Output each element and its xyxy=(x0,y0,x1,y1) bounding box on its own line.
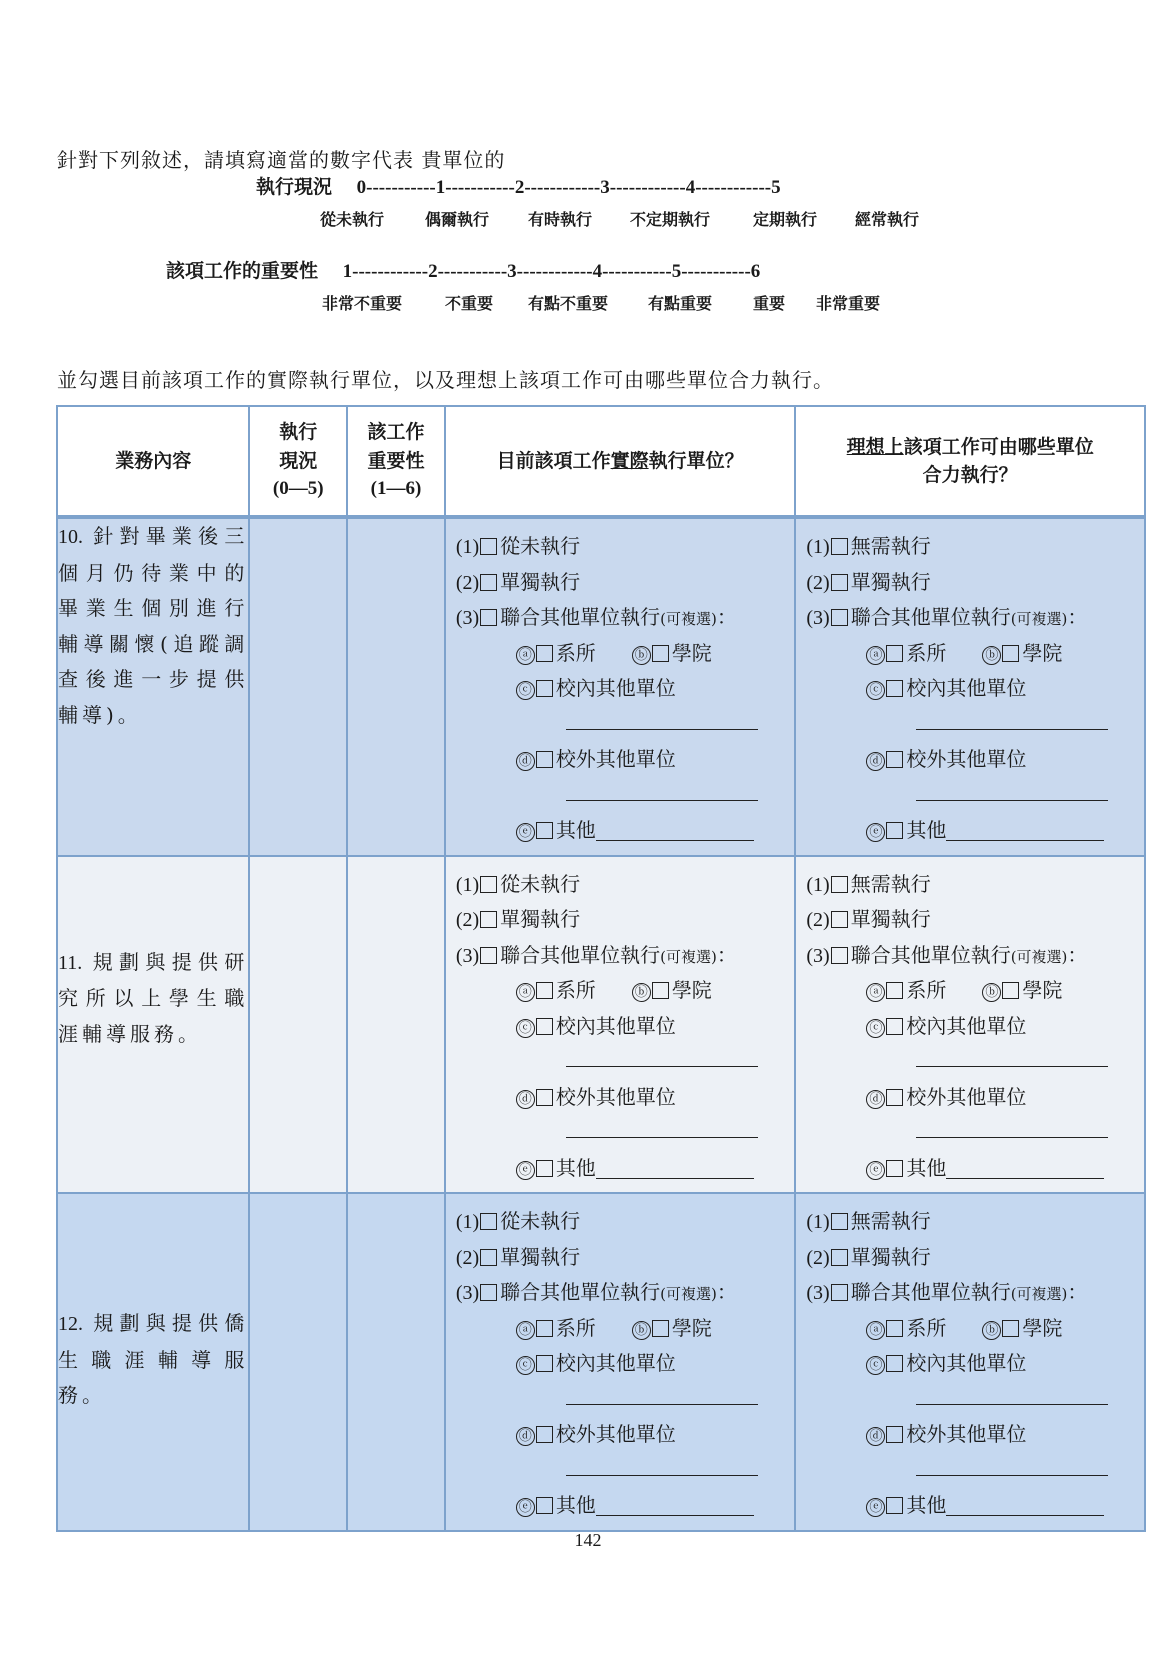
sub-option-c-blank[interactable] xyxy=(806,707,1138,743)
option-label: 單獨執行 xyxy=(850,907,931,931)
checkbox-icon[interactable] xyxy=(536,1089,553,1106)
option-label: 學院 xyxy=(1022,978,1063,1002)
sub-option-e xyxy=(806,1488,1138,1524)
option-label: 系所 xyxy=(555,978,596,1002)
option-label: ⓒ xyxy=(866,1356,885,1375)
option-label: 從未執行 xyxy=(500,534,581,558)
option-2 xyxy=(806,1240,1138,1276)
checkbox-icon[interactable] xyxy=(536,1160,553,1177)
table-header-row xyxy=(57,406,1145,517)
option-label: 校內其他單位 xyxy=(555,1013,676,1038)
other-blank[interactable] xyxy=(596,1515,754,1516)
option-label: 單獨執行 xyxy=(500,569,581,594)
checkbox-icon[interactable] xyxy=(1002,1320,1019,1337)
option-label: 其他 xyxy=(906,1155,947,1180)
option-label: (1) xyxy=(455,536,480,558)
sub-option-d-blank[interactable] xyxy=(456,1453,789,1489)
sub-option-e xyxy=(806,1151,1138,1187)
option-label: 無需執行 xyxy=(850,1209,931,1233)
option-1 xyxy=(456,867,789,903)
option-label: (可複選) xyxy=(1010,947,1068,966)
option-label: 系所 xyxy=(906,978,947,1002)
option-label: ⓓ xyxy=(866,1427,885,1446)
option-label: 校外其他單位 xyxy=(906,1084,1027,1109)
other-blank[interactable] xyxy=(946,1178,1104,1179)
checkbox-icon[interactable] xyxy=(831,911,848,928)
checkbox-icon[interactable] xyxy=(536,680,553,697)
option-1 xyxy=(806,1204,1138,1240)
header-exec-status: 執行 現況 (0—5) xyxy=(249,406,347,517)
item-description: 11. 規劃與提供研究所以上學生職涯輔導服務。 xyxy=(57,856,249,1194)
option-label: ⓒ xyxy=(516,1356,535,1375)
checkbox-icon[interactable] xyxy=(536,645,553,662)
sub-option-d xyxy=(806,742,1138,778)
sub-option-d xyxy=(806,1417,1138,1453)
sub-option-c xyxy=(456,1009,789,1045)
option-label: 校外其他單位 xyxy=(555,1422,676,1446)
option-label: ： xyxy=(716,1280,737,1304)
option-label: 聯合其他單位執行 xyxy=(850,1280,1011,1304)
checkbox-icon[interactable] xyxy=(886,1018,903,1035)
exec-label-5: 經常執行 xyxy=(855,210,920,229)
option-label: 學院 xyxy=(671,640,712,665)
checkbox-icon[interactable] xyxy=(480,1213,497,1230)
option-label: 聯合其他單位執行 xyxy=(850,942,1011,967)
checkbox-icon[interactable] xyxy=(831,947,848,964)
option-1 xyxy=(806,529,1138,565)
option-label: ⓔ xyxy=(866,823,885,842)
sub-option-d xyxy=(456,1080,789,1116)
checkbox-icon[interactable] xyxy=(480,609,497,626)
option-label: ⓑ xyxy=(982,1321,1001,1340)
other-blank[interactable] xyxy=(596,840,754,841)
option-label: ⓒ xyxy=(516,1019,535,1038)
checkbox-icon[interactable] xyxy=(536,1018,553,1035)
sub-option-d xyxy=(456,1417,789,1453)
sub-option-d xyxy=(806,1080,1138,1116)
checkbox-icon[interactable] xyxy=(536,1497,553,1514)
option-label: ： xyxy=(716,942,737,967)
option-label: (2) xyxy=(806,1246,830,1269)
option-label: ⓐ xyxy=(866,646,885,665)
importance-scale xyxy=(166,256,760,283)
current-unit-options xyxy=(445,856,796,1194)
option-label: (可複選) xyxy=(1010,1285,1068,1303)
option-label: 其他 xyxy=(906,1493,947,1517)
checkbox-icon[interactable] xyxy=(1002,645,1019,662)
checkbox-icon[interactable] xyxy=(652,982,669,999)
sub-option-c xyxy=(456,1346,789,1382)
option-2 xyxy=(806,902,1138,938)
option-label: 從未執行 xyxy=(500,871,581,896)
table-row xyxy=(57,517,1145,856)
sub-option-ab xyxy=(456,973,789,1009)
checkbox-icon[interactable] xyxy=(536,1355,553,1372)
option-1 xyxy=(456,1204,789,1240)
exec-label-3: 不定期執行 xyxy=(630,210,711,229)
option-label: ⓔ xyxy=(516,1161,535,1180)
option-label: (2) xyxy=(806,909,830,931)
option-label: (2) xyxy=(455,909,480,931)
option-label: ⓓ xyxy=(866,752,885,771)
option-label: ⓑ xyxy=(632,983,651,1002)
option-label: (1) xyxy=(806,873,830,896)
option-label: 聯合其他單位執行 xyxy=(500,942,661,967)
exec-label-4: 定期執行 xyxy=(753,210,818,229)
option-label: 單獨執行 xyxy=(500,1244,581,1269)
option-2 xyxy=(456,1240,789,1276)
option-label: 從未執行 xyxy=(500,1209,581,1233)
option-label: 學院 xyxy=(1022,640,1063,665)
option-label: 其他 xyxy=(555,818,596,842)
checkbox-icon[interactable] xyxy=(831,609,848,626)
checkbox-icon[interactable] xyxy=(536,1426,553,1443)
option-3 xyxy=(806,1275,1138,1311)
option-1 xyxy=(456,529,789,565)
sub-option-c-blank[interactable] xyxy=(806,1044,1138,1080)
importance-input[interactable] xyxy=(347,856,445,1194)
sub-option-ab xyxy=(806,1311,1138,1347)
sub-option-c-blank[interactable] xyxy=(806,1382,1138,1418)
checkbox-icon[interactable] xyxy=(886,1497,903,1514)
checkbox-icon[interactable] xyxy=(480,538,497,555)
instruction-note: 並勾選目前該項工作的實際執行單位，以及理想上該項工作可由哪些單位合力執行。 xyxy=(57,368,834,392)
sub-option-c xyxy=(806,1009,1138,1045)
option-label: (2) xyxy=(455,1246,480,1269)
option-label: ⓒ xyxy=(866,1019,885,1038)
checkbox-icon[interactable] xyxy=(536,982,553,999)
option-label: ⓒ xyxy=(516,681,535,700)
option-2 xyxy=(456,902,789,938)
current-unit-options xyxy=(445,1193,796,1531)
exec-label-1: 偶爾執行 xyxy=(425,210,490,229)
option-label: ⓑ xyxy=(632,1321,651,1340)
ideal-unit-options xyxy=(795,517,1145,856)
checkbox-icon[interactable] xyxy=(886,982,903,999)
ideal-unit-options xyxy=(795,1193,1145,1531)
sub-option-ab xyxy=(806,636,1138,672)
option-label: (可複選) xyxy=(660,947,717,966)
option-label: 校外其他單位 xyxy=(555,1084,676,1109)
option-label: (1) xyxy=(455,873,480,896)
sub-option-d-blank[interactable] xyxy=(456,778,789,814)
exec-scale-label: 執行現況 xyxy=(256,176,333,198)
option-label: ⓐ xyxy=(516,983,535,1002)
option-label: ⓐ xyxy=(516,646,535,665)
option-label: (1) xyxy=(806,1211,830,1233)
option-label: 聯合其他單位執行 xyxy=(850,605,1011,629)
option-label: ⓐ xyxy=(866,983,885,1002)
sub-option-ab xyxy=(456,1311,789,1347)
checkbox-icon[interactable] xyxy=(652,1320,669,1337)
exec-status-input[interactable] xyxy=(249,517,347,856)
option-label: 系所 xyxy=(555,1315,596,1340)
sub-option-c xyxy=(806,1346,1138,1382)
sub-option-d-blank[interactable] xyxy=(806,1115,1138,1151)
header-ideal-unit: 理想上該項工作可由哪些單位 合力執行？ xyxy=(795,406,1145,517)
sub-option-e xyxy=(806,813,1138,849)
option-label: 其他 xyxy=(906,818,947,842)
option-label: ⓔ xyxy=(516,823,535,842)
option-label: (2) xyxy=(455,571,480,594)
exec-scale-line: 0-----------1-----------2------------3------------4------------5 xyxy=(356,177,781,198)
importance-scale-labels xyxy=(0,291,1176,313)
option-label: ⓔ xyxy=(866,1498,885,1517)
sub-option-e xyxy=(456,1488,789,1524)
exec-label-0: 從未執行 xyxy=(320,210,385,229)
option-label: ⓐ xyxy=(516,1321,535,1340)
sub-option-ab xyxy=(456,636,789,672)
checkbox-icon[interactable] xyxy=(480,911,497,928)
option-label: ⓐ xyxy=(866,1321,885,1340)
checkbox-icon[interactable] xyxy=(886,1320,903,1337)
sub-option-c-blank[interactable] xyxy=(456,707,789,743)
importance-input[interactable] xyxy=(347,1193,445,1531)
option-label: (1) xyxy=(806,536,830,558)
checkbox-icon[interactable] xyxy=(886,1426,903,1443)
option-label: (1) xyxy=(455,1211,480,1233)
sub-option-d-blank[interactable] xyxy=(806,778,1138,814)
exec-status-input[interactable] xyxy=(249,856,347,1194)
option-label: (可複選) xyxy=(660,1285,717,1303)
option-label: 校內其他單位 xyxy=(906,676,1027,700)
option-3 xyxy=(806,600,1138,636)
option-label: ⓔ xyxy=(516,1498,535,1517)
option-label: 學院 xyxy=(671,1315,712,1340)
sub-option-c-blank[interactable] xyxy=(456,1382,789,1418)
option-label: 校外其他單位 xyxy=(906,1422,1027,1446)
exec-label-2: 有時執行 xyxy=(528,210,593,229)
option-label: ⓑ xyxy=(982,983,1001,1002)
option-label: 系所 xyxy=(906,1315,947,1340)
checkbox-icon[interactable] xyxy=(886,645,903,662)
option-label: ： xyxy=(1067,942,1088,967)
sub-option-d xyxy=(456,742,789,778)
checkbox-icon[interactable] xyxy=(831,538,848,555)
importance-label-5: 非常重要 xyxy=(816,294,881,313)
option-label: (3) xyxy=(806,1282,830,1304)
option-label: ⓓ xyxy=(516,1427,535,1446)
page-number: 142 xyxy=(574,1530,602,1550)
sub-option-d-blank[interactable] xyxy=(456,1115,789,1151)
header-current-unit: 目前該項工作實際執行單位？ xyxy=(445,406,796,517)
option-label: ： xyxy=(1067,605,1088,629)
importance-input[interactable] xyxy=(347,517,445,856)
option-label: 單獨執行 xyxy=(850,1244,931,1269)
checkbox-icon[interactable] xyxy=(886,680,903,697)
checkbox-icon[interactable] xyxy=(652,645,669,662)
importance-label-1: 不重要 xyxy=(445,294,494,313)
item-description: 10. 針對畢業後三個月仍待業中的畢業生個別進行輔導關懷(追蹤調查後進一步提供輔導)。 xyxy=(57,517,249,856)
option-label: 無需執行 xyxy=(850,534,931,558)
option-label: (3) xyxy=(806,607,830,629)
checkbox-icon[interactable] xyxy=(480,574,497,591)
survey-table xyxy=(56,405,1146,1532)
exec-scale xyxy=(256,172,781,199)
option-label: (3) xyxy=(455,607,480,629)
sub-option-ab xyxy=(806,973,1138,1009)
option-label: 單獨執行 xyxy=(850,569,931,594)
option-label: 其他 xyxy=(555,1155,596,1180)
option-3 xyxy=(456,938,789,974)
option-label: ⓓ xyxy=(866,1090,885,1109)
option-3 xyxy=(456,1275,789,1311)
checkbox-icon[interactable] xyxy=(480,947,497,964)
checkbox-icon[interactable] xyxy=(480,876,497,893)
option-1 xyxy=(806,867,1138,903)
option-label: (3) xyxy=(806,944,830,967)
importance-label-0: 非常不重要 xyxy=(322,294,403,313)
other-blank[interactable] xyxy=(946,1515,1104,1516)
importance-label-2: 有點不重要 xyxy=(528,294,609,313)
option-label: 無需執行 xyxy=(850,871,931,896)
checkbox-icon[interactable] xyxy=(536,1320,553,1337)
sub-option-d-blank[interactable] xyxy=(806,1453,1138,1489)
option-3 xyxy=(806,938,1138,974)
option-label: 聯合其他單位執行 xyxy=(500,1280,661,1304)
checkbox-icon[interactable] xyxy=(831,1213,848,1230)
table-row xyxy=(57,856,1145,1194)
exec-status-input[interactable] xyxy=(249,1193,347,1531)
option-label: 校內其他單位 xyxy=(906,1013,1027,1038)
checkbox-icon[interactable] xyxy=(1002,982,1019,999)
importance-label-4: 重要 xyxy=(753,294,786,313)
checkbox-icon[interactable] xyxy=(831,574,848,591)
option-label: 校內其他單位 xyxy=(555,1351,676,1375)
option-label: (3) xyxy=(455,1282,480,1304)
sub-option-c xyxy=(806,671,1138,707)
other-blank[interactable] xyxy=(946,840,1104,841)
checkbox-icon[interactable] xyxy=(831,1284,848,1301)
option-label: ⓑ xyxy=(982,646,1001,665)
option-label: 學院 xyxy=(1022,1315,1063,1340)
option-label: 校外其他單位 xyxy=(555,747,676,771)
checkbox-icon[interactable] xyxy=(886,1160,903,1177)
sub-option-c-blank[interactable] xyxy=(456,1044,789,1080)
checkbox-icon[interactable] xyxy=(886,1089,903,1106)
option-label: ： xyxy=(1067,1280,1088,1304)
option-label: (可複選) xyxy=(660,610,717,628)
option-label: ： xyxy=(716,605,737,629)
option-label: 單獨執行 xyxy=(500,907,581,931)
option-2 xyxy=(806,565,1138,601)
option-label: 其他 xyxy=(555,1493,596,1517)
header-importance: 該工作 重要性 (1—6) xyxy=(347,406,445,517)
option-label: 校內其他單位 xyxy=(555,676,676,700)
item-description: 12. 規劃與提供僑生職涯輔導服務。 xyxy=(57,1193,249,1531)
option-label: 系所 xyxy=(906,640,947,665)
checkbox-icon[interactable] xyxy=(536,822,553,839)
checkbox-icon[interactable] xyxy=(886,1355,903,1372)
ideal-unit-options xyxy=(795,856,1145,1194)
option-label: (3) xyxy=(455,944,480,967)
importance-scale-line: 1------------2-----------3------------4-----------5-----------6 xyxy=(342,261,761,282)
checkbox-icon[interactable] xyxy=(480,1249,497,1266)
checkbox-icon[interactable] xyxy=(831,1249,848,1266)
option-label: 校內其他單位 xyxy=(906,1351,1027,1375)
option-label: ⓑ xyxy=(632,646,651,665)
sub-option-e xyxy=(456,1151,789,1187)
sub-option-c xyxy=(456,671,789,707)
option-label: ⓒ xyxy=(866,681,885,700)
checkbox-icon[interactable] xyxy=(480,1284,497,1301)
exec-scale-labels xyxy=(0,207,1176,229)
option-label: 校外其他單位 xyxy=(906,747,1027,771)
option-label: 學院 xyxy=(671,978,712,1002)
current-unit-options xyxy=(445,517,796,856)
header-content: 業務內容 xyxy=(57,406,249,517)
option-label: ⓓ xyxy=(516,752,535,771)
checkbox-icon[interactable] xyxy=(831,876,848,893)
table-row xyxy=(57,1193,1145,1531)
checkbox-icon[interactable] xyxy=(886,822,903,839)
option-label: ⓔ xyxy=(866,1161,885,1180)
option-label: (可複選) xyxy=(1010,610,1068,628)
checkbox-icon[interactable] xyxy=(886,751,903,768)
option-label: (2) xyxy=(806,571,830,594)
checkbox-icon[interactable] xyxy=(536,751,553,768)
importance-label-3: 有點重要 xyxy=(648,294,713,313)
sub-option-e xyxy=(456,813,789,849)
option-label: 系所 xyxy=(555,640,596,665)
option-label: ⓓ xyxy=(516,1090,535,1109)
option-label: 聯合其他單位執行 xyxy=(500,605,661,629)
option-2 xyxy=(456,565,789,601)
option-3 xyxy=(456,600,789,636)
importance-scale-label: 該項工作的重要性 xyxy=(166,260,319,282)
intro-text: 針對下列敘述，請填寫適當的數字代表 貴單位的 xyxy=(57,148,506,172)
other-blank[interactable] xyxy=(596,1178,754,1179)
